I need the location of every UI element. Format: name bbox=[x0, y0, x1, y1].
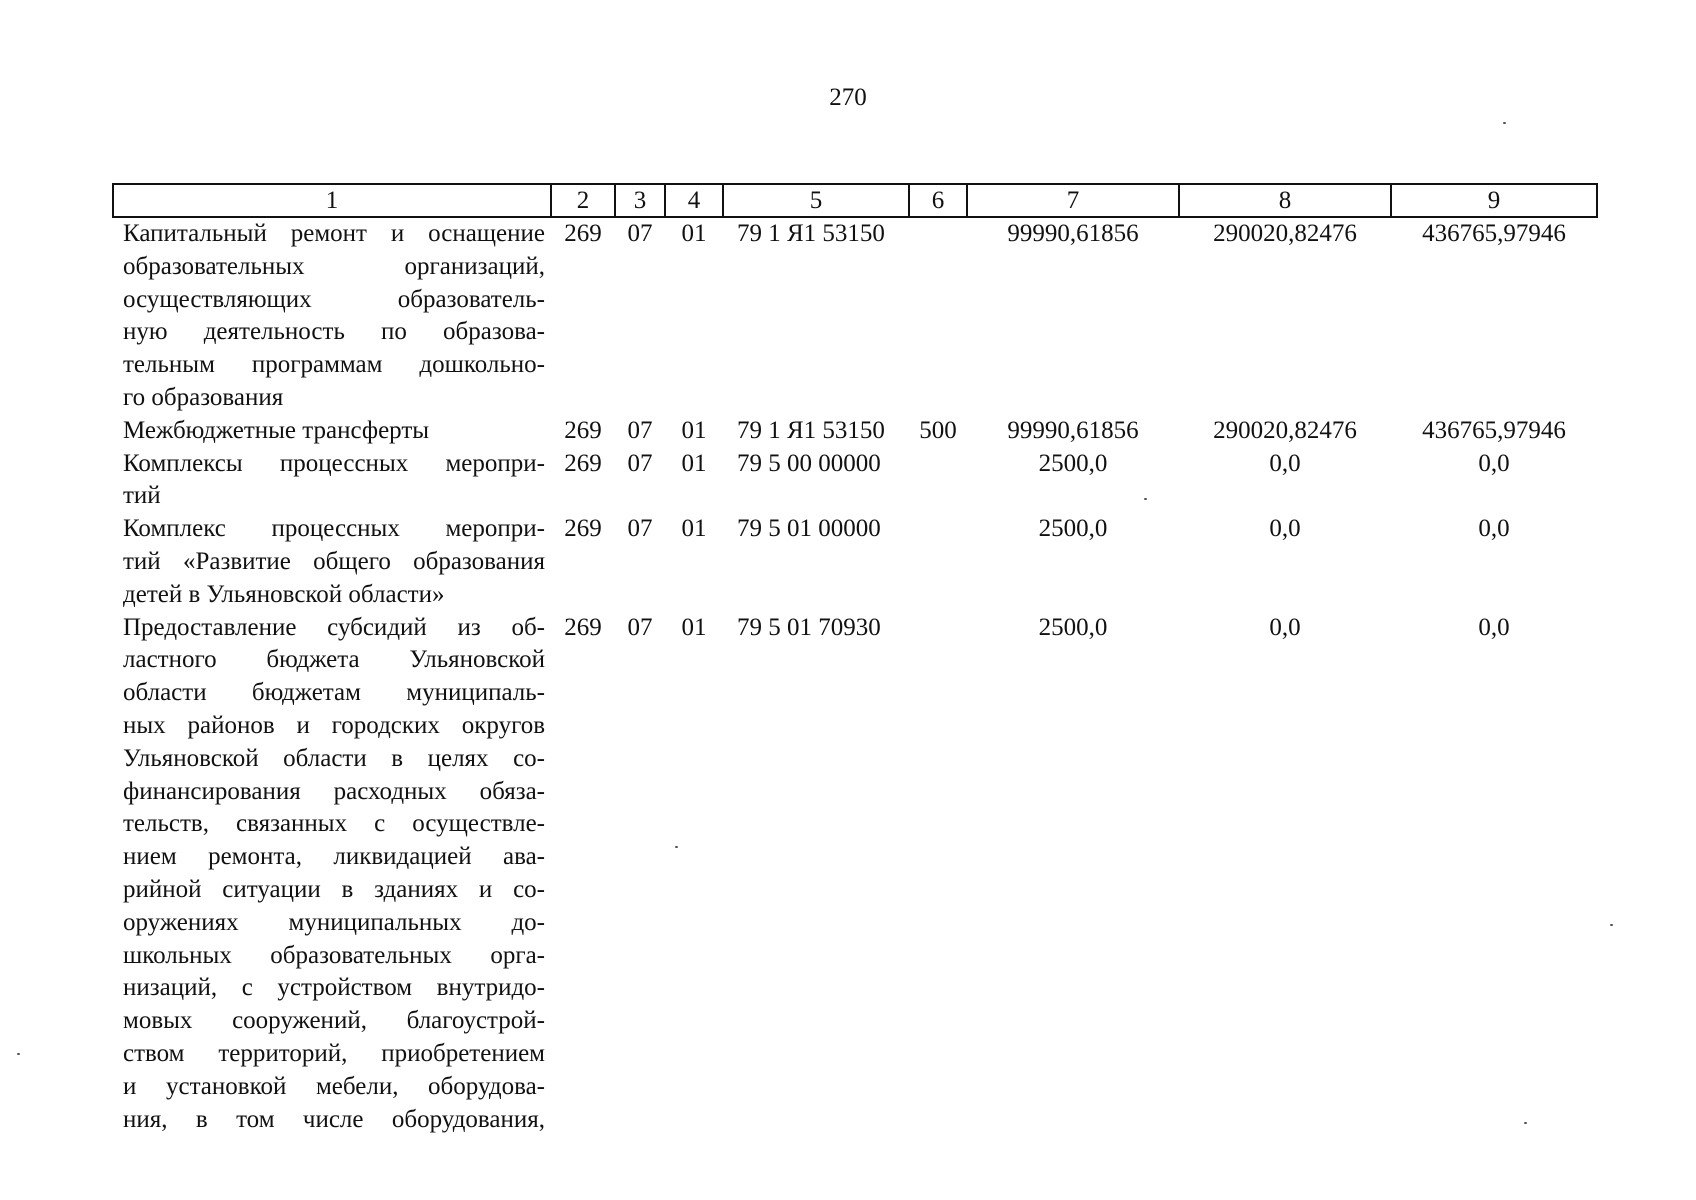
column-header-6: 6 bbox=[909, 184, 967, 217]
row-name-line: Капитальный ремонт и оснащение bbox=[123, 220, 545, 247]
cell-col2: 269 bbox=[564, 449, 602, 477]
column-header-5: 5 bbox=[723, 184, 909, 217]
row-name-line: Ульяновской области в целях со- bbox=[123, 744, 545, 772]
cell-col8: 290020,82476 bbox=[1213, 220, 1357, 247]
row-name-line: ных районов и городских округов bbox=[123, 711, 545, 739]
cell-col6 bbox=[909, 448, 967, 514]
cell-col5: 79 5 01 70930 bbox=[737, 613, 881, 641]
cell-col8: 0,0 bbox=[1269, 515, 1301, 543]
row-name-line: осуществляющих образователь- bbox=[123, 285, 545, 313]
cell-col9: 0,0 bbox=[1478, 613, 1510, 641]
cell-col7: 99990,61856 bbox=[1007, 416, 1139, 444]
cell-col4: 01 bbox=[681, 515, 707, 543]
cell-col2: 269 bbox=[564, 515, 602, 543]
row-name-line: ством территорий, приобретением bbox=[123, 1039, 545, 1067]
cell-col2: 269 bbox=[564, 613, 602, 641]
row-name-line: тий «Развитие общего образования bbox=[123, 547, 545, 575]
cell-col6: 500 bbox=[919, 416, 957, 444]
cell-col3: 07 bbox=[627, 515, 653, 543]
column-header-4: 4 bbox=[665, 184, 723, 217]
table-row bbox=[113, 513, 1597, 611]
page-number: 270 bbox=[829, 84, 867, 111]
cell-col8: 0,0 bbox=[1269, 613, 1301, 641]
row-name-line: тий bbox=[123, 482, 161, 510]
cell-col7: 2500,0 bbox=[1038, 613, 1108, 641]
budget-table bbox=[112, 183, 1598, 1136]
row-name-line: тельным программам дошкольно- bbox=[123, 351, 545, 379]
cell-col5: 79 5 00 00000 bbox=[737, 449, 881, 477]
row-name-line: финансирования расходных обяза- bbox=[123, 777, 545, 805]
table-row bbox=[113, 217, 1597, 415]
cell-col3: 07 bbox=[627, 220, 653, 247]
table-row bbox=[113, 415, 1597, 448]
cell-col5: 79 1 Я1 53150 bbox=[737, 220, 885, 247]
scan-speck bbox=[17, 1053, 20, 1055]
row-name-line: нием ремонта, ликвидацией ава- bbox=[123, 843, 545, 871]
row-name-line: школьных образовательных орга- bbox=[123, 941, 545, 969]
row-name-line: Комплексы процессных меропри- bbox=[123, 449, 545, 477]
scan-speck bbox=[1610, 924, 1613, 926]
table-row bbox=[113, 448, 1597, 514]
scan-speck bbox=[1144, 498, 1147, 500]
cell-col3: 07 bbox=[627, 416, 653, 444]
column-header-9: 9 bbox=[1391, 184, 1597, 217]
scan-speck bbox=[1503, 122, 1506, 124]
row-name-line: ластного бюджета Ульяновской bbox=[123, 646, 545, 674]
row-name-line: детей в Ульяновской области» bbox=[123, 580, 445, 608]
cell-col7: 99990,61856 bbox=[1007, 220, 1139, 247]
row-name-line: низаций, с устройством внутридо- bbox=[123, 974, 545, 1002]
cell-col5: 79 5 01 00000 bbox=[737, 515, 881, 543]
cell-col9: 0,0 bbox=[1478, 515, 1510, 543]
row-name-line: рийной ситуации в зданиях и со- bbox=[123, 875, 545, 903]
cell-col4: 01 bbox=[681, 416, 707, 444]
cell-col4: 01 bbox=[681, 449, 707, 477]
cell-col8: 0,0 bbox=[1269, 449, 1301, 477]
cell-col6 bbox=[909, 513, 967, 611]
cell-col3: 07 bbox=[627, 613, 653, 641]
cell-col6 bbox=[909, 217, 967, 415]
cell-col7: 2500,0 bbox=[1038, 449, 1108, 477]
scan-speck bbox=[675, 846, 678, 848]
row-name-cell bbox=[113, 513, 551, 611]
row-name-line: тельств, связанных с осуществле- bbox=[123, 810, 545, 838]
row-name-line: оружениях муниципальных до- bbox=[123, 908, 545, 936]
cell-col4: 01 bbox=[681, 220, 707, 247]
row-name-line: мовых сооружений, благоустрой- bbox=[123, 1007, 545, 1035]
cell-col9: 0,0 bbox=[1478, 449, 1510, 477]
cell-col3: 07 bbox=[627, 449, 653, 477]
table-row bbox=[113, 612, 1597, 1137]
cell-col6 bbox=[909, 612, 967, 1137]
row-name-cell bbox=[113, 415, 551, 448]
column-header-7: 7 bbox=[967, 184, 1179, 217]
row-name-line: ния, в том числе оборудования, bbox=[123, 1105, 545, 1133]
row-name-cell bbox=[113, 612, 551, 1137]
cell-col9: 436765,97946 bbox=[1422, 220, 1566, 247]
row-name-line: го образования bbox=[123, 383, 284, 411]
cell-col9: 436765,97946 bbox=[1422, 416, 1566, 444]
row-name-line: области бюджетам муниципаль- bbox=[123, 679, 545, 707]
column-header-1: 1 bbox=[113, 184, 551, 217]
column-header-3: 3 bbox=[615, 184, 665, 217]
row-name-line: Межбюджетные трансферты bbox=[123, 416, 430, 444]
cell-col8: 290020,82476 bbox=[1213, 416, 1357, 444]
cell-col7: 2500,0 bbox=[1038, 515, 1108, 543]
row-name-line: Предоставление субсидий из об- bbox=[123, 613, 545, 641]
cell-col4: 01 bbox=[681, 613, 707, 641]
cell-col2: 269 bbox=[564, 416, 602, 444]
column-header-8: 8 bbox=[1179, 184, 1391, 217]
row-name-line: Комплекс процессных меропри- bbox=[123, 515, 545, 543]
row-name-line: ную деятельность по образова- bbox=[123, 318, 545, 346]
cell-col5: 79 1 Я1 53150 bbox=[737, 416, 885, 444]
row-name-cell bbox=[113, 448, 551, 514]
table-header-row bbox=[113, 184, 1597, 217]
row-name-line: и установкой мебели, оборудова- bbox=[123, 1072, 545, 1100]
row-name-line: образовательных организаций, bbox=[123, 252, 545, 280]
row-name-cell bbox=[113, 217, 551, 415]
scan-speck bbox=[1524, 1122, 1527, 1124]
cell-col2: 269 bbox=[564, 220, 602, 247]
column-header-2: 2 bbox=[551, 184, 615, 217]
